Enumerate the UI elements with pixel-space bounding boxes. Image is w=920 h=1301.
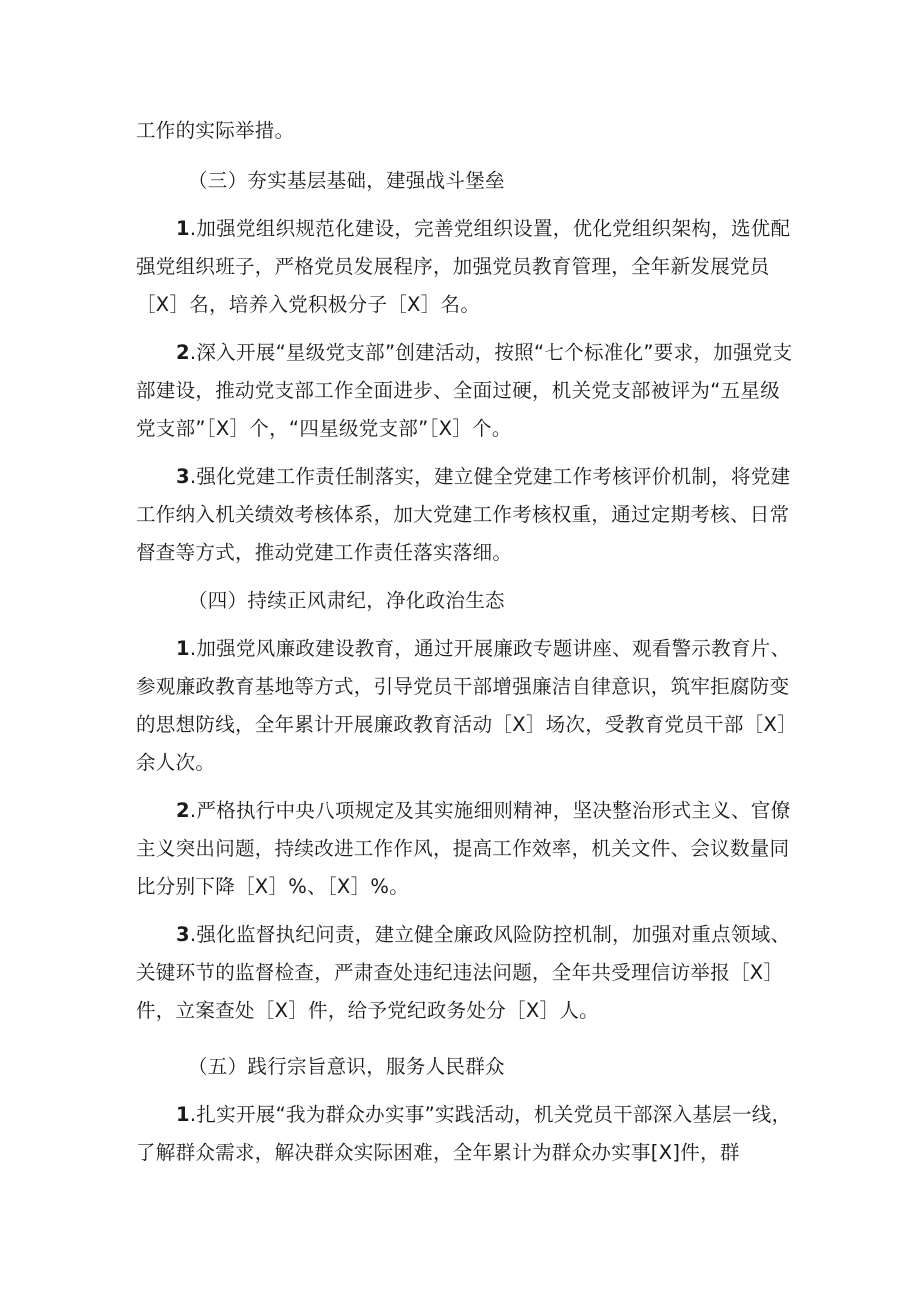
section-heading-text: （三）夯实基层基础，建强战斗堡垒 xyxy=(188,169,505,192)
continuation-text: 工作的实际举措。 xyxy=(136,119,295,142)
item-text: .深入开展“星级党支部”创建活动，按照“七个标准化”要求，加强党支部建设，推动党支部工作全面进步、全面过硬，机关党支部被评为“五星级党支部”［X］个，“四星级党支部”［X］个。 xyxy=(136,341,793,440)
item-text: .扎实开展“我为群众办实事”实践活动，机关党员干部深入基层一线，了解群众需求，解决群众实际困难，全年累计为群众办实事[X]件，群 xyxy=(136,1103,792,1164)
section-heading-5 xyxy=(136,1048,796,1086)
item-number: 1 xyxy=(176,217,190,240)
paragraph-3-1 xyxy=(136,210,796,324)
item-number: 1 xyxy=(176,637,190,660)
section-heading-3 xyxy=(136,162,796,200)
item-text: .强化党建工作责任制落实，建立健全党建工作考核评价机制，将党建工作纳入机关绩效考核体系，加大党建工作考核权重，通过定期考核、日常督查等方式，推动党建工作责任落实落细。 xyxy=(136,465,791,564)
paragraph-4-2 xyxy=(136,792,796,906)
item-text: .加强党风廉政建设教育，通过开展廉政专题讲座、观看警示教育片、参观廉政教育基地等方式，引导党员干部增强廉洁自律意识，筑牢拒腐防变的思想防线，全年累计开展廉政教育活动［X］场次，受教育党员干部［X］余人次。 xyxy=(136,637,791,774)
item-number: 3 xyxy=(176,923,190,946)
item-number: 1 xyxy=(176,1103,190,1126)
paragraph-3-3 xyxy=(136,458,796,572)
section-heading-4 xyxy=(136,582,796,620)
section-heading-text: （五）践行宗旨意识，服务人民群众 xyxy=(188,1055,505,1078)
paragraph-4-3 xyxy=(136,916,796,1030)
paragraph-5-1 xyxy=(136,1096,796,1172)
item-text: .严格执行中央八项规定及其实施细则精神，坚决整治形式主义、官僚主义突出问题，持续改进工作作风，提高工作效率，机关文件、会议数量同比分别下降［X］%、［X］%。 xyxy=(136,799,791,898)
item-number: 3 xyxy=(176,465,190,488)
paragraph-4-1 xyxy=(136,630,796,782)
paragraph-3-2 xyxy=(136,334,796,448)
item-number: 2 xyxy=(176,341,190,364)
item-number: 2 xyxy=(176,799,190,822)
section-heading-text: （四）持续正风肃纪，净化政治生态 xyxy=(188,589,505,612)
item-text: .加强党组织规范化建设，完善党组织设置，优化党组织架构，选优配强党组织班子，严格党员发展程序，加强党员教育管理，全年新发展党员［X］名，培养入党积极分子［X］名。 xyxy=(136,217,791,316)
item-text: .强化监督执纪问责，建立健全廉政风险防控机制，加强对重点领域、关键环节的监督检查，严肃查处违纪违法问题，全年共受理信访举报［X］件，立案查处［X］件，给予党纪政务处分［X］人。 xyxy=(136,923,791,1022)
continuation-paragraph xyxy=(136,112,796,150)
